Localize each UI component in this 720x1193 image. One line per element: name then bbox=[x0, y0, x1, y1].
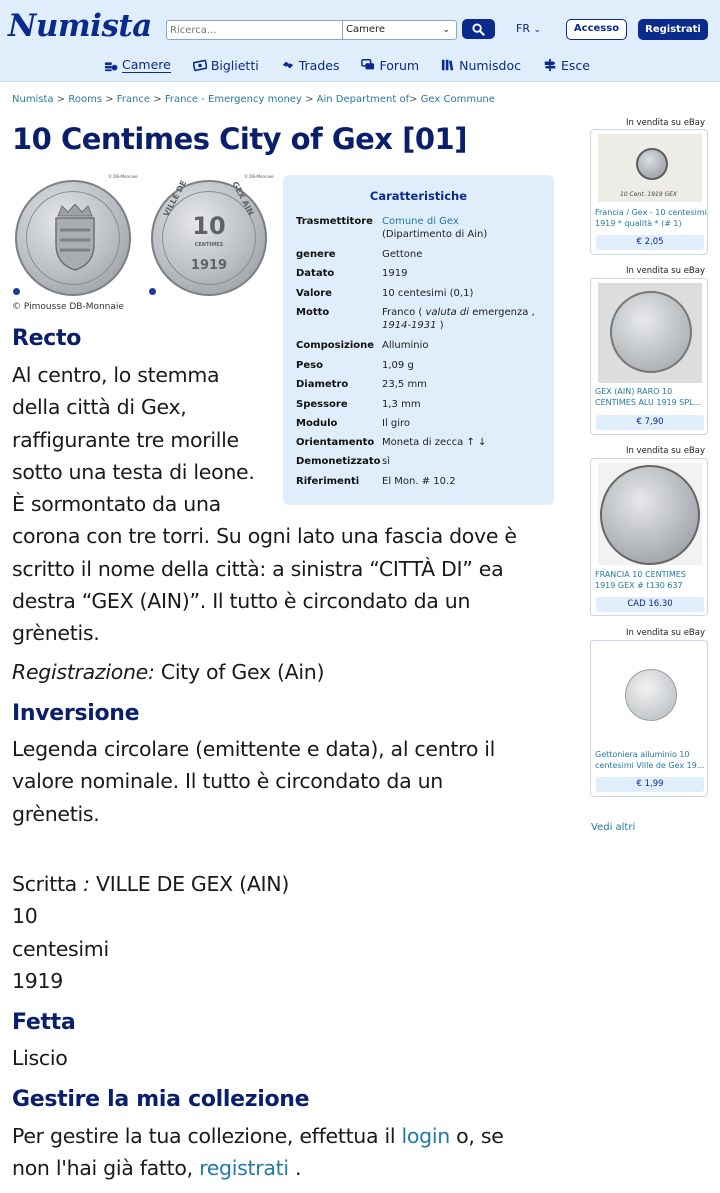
char-value-period: 1914-1931 bbox=[382, 319, 437, 331]
text-line: scritto il nome della città: a sinistra “CITTÀ DI” ea bbox=[12, 556, 504, 581]
issuer-link[interactable]: Comune di Gex bbox=[382, 216, 459, 227]
char-value: 1919 bbox=[382, 268, 408, 279]
inscription-line: 1919 bbox=[12, 968, 63, 993]
text-line: della città di Gex, bbox=[12, 395, 187, 420]
search-category-select[interactable] bbox=[343, 21, 456, 39]
listing-photo bbox=[598, 645, 702, 745]
text-line: sotto una testa di leone. bbox=[12, 459, 255, 484]
search-input[interactable] bbox=[167, 21, 343, 39]
char-key: Demonetizzato bbox=[296, 456, 381, 467]
coin-watermark: © DB-Monnaie bbox=[108, 174, 138, 179]
nav-item-coins[interactable] bbox=[104, 57, 171, 73]
breadcrumb: Numista > Rooms > France > France - Emergency money > Ain Department of> Gex Commune bbox=[12, 94, 495, 105]
char-value: 1,09 g bbox=[382, 360, 414, 371]
banknote-icon bbox=[193, 58, 207, 72]
nav-label: Forum bbox=[379, 57, 420, 73]
char-key: Riferimenti bbox=[296, 476, 360, 487]
photo-note: 10 Cent. 1919 GEX bbox=[620, 191, 678, 198]
listing-photo bbox=[598, 463, 702, 565]
nav-item-banknotes[interactable] bbox=[193, 57, 259, 73]
ebay-listing-card[interactable] bbox=[590, 278, 708, 435]
text-line: È sormontato da una bbox=[12, 492, 221, 517]
breadcrumb-link[interactable]: Gex Commune bbox=[420, 94, 495, 105]
coin-thumbnail bbox=[600, 465, 700, 565]
register-button[interactable]: Registrati bbox=[638, 19, 708, 40]
listing-price: € 2,05 bbox=[596, 235, 704, 250]
login-link[interactable]: login bbox=[401, 1124, 450, 1148]
char-value: 10 centesimi (0,1) bbox=[382, 288, 474, 299]
listing-photo bbox=[598, 283, 702, 383]
collection-text-part: o, se bbox=[456, 1124, 504, 1148]
char-value: Gettone bbox=[382, 249, 423, 260]
image-credit: © Pimousse DB-Monnaie bbox=[12, 302, 124, 312]
coin-marker-dot bbox=[149, 288, 156, 295]
text-line: Al centro, lo stemma bbox=[12, 363, 220, 387]
ebay-listing-card[interactable] bbox=[590, 640, 708, 797]
inscription-line: 10 bbox=[12, 904, 38, 929]
coin-obverse-image[interactable] bbox=[15, 180, 131, 296]
chevron-down-icon: ⌄ bbox=[533, 25, 542, 35]
listing-photo bbox=[598, 134, 702, 202]
nav-label: Numisdoc bbox=[459, 57, 521, 73]
trade-icon bbox=[281, 58, 295, 72]
text-line: corona con tre torri. Su ogni lato una fascia dove è bbox=[12, 524, 517, 549]
listing-price: € 7,90 bbox=[596, 415, 704, 430]
char-key: Peso bbox=[296, 360, 323, 371]
site-header bbox=[0, 0, 720, 82]
collection-text-part: non l'hai già fatto, bbox=[12, 1156, 193, 1181]
search-button[interactable] bbox=[462, 19, 495, 39]
inscription-label: Scritta bbox=[12, 872, 77, 896]
breadcrumb-link[interactable]: Numista bbox=[12, 94, 54, 105]
char-key: genere bbox=[296, 249, 336, 260]
nav-item-numisdoc[interactable] bbox=[441, 57, 521, 73]
ebay-heading: In vendita su eBay bbox=[625, 118, 705, 128]
text-line: grènetis. bbox=[12, 621, 100, 646]
ebay-listing-card[interactable] bbox=[590, 458, 708, 616]
collection-text-part: . bbox=[295, 1156, 302, 1181]
coin-reverse-image[interactable] bbox=[151, 180, 267, 296]
listing-price: € 1,99 bbox=[596, 777, 704, 792]
char-value: Moneta di zecca ↑ ↓ bbox=[382, 437, 487, 448]
reverse-heading: Inversione bbox=[12, 701, 140, 726]
search-icon bbox=[472, 23, 485, 36]
inscription-line: centesimi bbox=[12, 936, 109, 961]
coin-unit: CENTIMES bbox=[194, 242, 224, 248]
collection-heading: Gestire la mia collezione bbox=[12, 1087, 310, 1112]
see-more-link[interactable]: Vedi altri bbox=[591, 822, 636, 833]
char-value: 1,3 mm bbox=[382, 399, 421, 410]
language-label: FR bbox=[516, 22, 530, 35]
inscription-line: VILLE DE GEX (AIN) bbox=[96, 872, 290, 896]
coin-denomination: 10 bbox=[192, 212, 226, 240]
char-key: Modulo bbox=[296, 418, 338, 429]
listing-title[interactable]: Gettoniera alluminio 10 centesimi Ville de Gex 19... bbox=[595, 750, 705, 770]
nav-label: Camere bbox=[122, 57, 171, 72]
nav-item-trades[interactable] bbox=[281, 57, 340, 73]
ebay-heading: In vendita su eBay bbox=[625, 266, 705, 276]
char-key: Datato bbox=[296, 268, 335, 279]
library-icon bbox=[441, 58, 455, 72]
inscription-block bbox=[12, 868, 289, 997]
text-line: destra “GEX (AIN)”. Il tutto è circondato da un bbox=[12, 589, 471, 614]
char-value-italic: valuta di bbox=[425, 307, 470, 318]
char-value: sì bbox=[382, 456, 390, 467]
breadcrumb-link[interactable]: France - Emergency money bbox=[164, 94, 302, 105]
coin-thumbnail bbox=[625, 669, 677, 721]
char-value-tail: emergenza , bbox=[472, 307, 535, 318]
char-value: Alluminio bbox=[382, 340, 429, 351]
listing-title[interactable]: GEX (AIN) RARO 10 CENTIMES ALU 1919 SPL... bbox=[595, 387, 702, 407]
collection-text-part: Per gestire la tua collezione, effettua il bbox=[12, 1124, 396, 1148]
coat-of-arms-icon bbox=[50, 204, 100, 272]
char-value: (Dipartimento di Ain) bbox=[382, 228, 488, 240]
registration-line bbox=[12, 656, 324, 688]
text-line: raffigurante tre morille bbox=[12, 427, 239, 452]
coin-thumbnail bbox=[636, 148, 668, 180]
listing-title[interactable]: FRANCIA 10 CENTIMES 1919 GEX # t130 637 bbox=[595, 570, 686, 590]
breadcrumb-link[interactable]: Ain Department of bbox=[316, 94, 410, 105]
inscription-separator: : bbox=[83, 872, 90, 896]
chevron-down-icon: ⌄ bbox=[442, 25, 450, 35]
breadcrumb-link[interactable]: Rooms bbox=[68, 94, 103, 105]
search-bar bbox=[166, 20, 457, 40]
language-selector[interactable] bbox=[516, 22, 541, 35]
forum-icon bbox=[361, 58, 375, 72]
nav-label: Biglietti bbox=[210, 57, 259, 73]
breadcrumb-link[interactable]: France bbox=[116, 94, 151, 105]
site-logo[interactable]: Numista bbox=[8, 8, 152, 44]
obverse-heading: Recto bbox=[12, 326, 82, 351]
coin-legend-right: GEX AIN bbox=[230, 180, 256, 217]
coin-thumbnail bbox=[610, 291, 692, 373]
nav-item-forum[interactable] bbox=[361, 57, 419, 73]
reverse-description bbox=[12, 733, 495, 830]
reference-abbr[interactable]: El Mon. bbox=[382, 476, 419, 487]
listing-title[interactable]: Francia / Gex - 10 centesimi 1919 * qualità * (# 1) bbox=[595, 208, 707, 228]
page-title: 10 Centimes City of Gex [01] bbox=[12, 122, 467, 156]
ebay-heading: In vendita su eBay bbox=[625, 628, 705, 638]
collection-text bbox=[12, 1120, 504, 1185]
char-value-close: ) bbox=[439, 319, 444, 331]
char-key: Spessore bbox=[296, 399, 348, 410]
text-line: Legenda circolare (emittente e data), al centro il bbox=[12, 737, 496, 761]
nav-label: Trades bbox=[298, 57, 340, 73]
char-value: Franco ( bbox=[382, 307, 423, 318]
obverse-description bbox=[12, 359, 517, 650]
char-key: Valore bbox=[296, 288, 332, 299]
login-button[interactable]: Accesso bbox=[566, 19, 627, 40]
char-value: 23,5 mm bbox=[382, 379, 427, 390]
ebay-listing-card[interactable] bbox=[590, 129, 708, 255]
edge-heading: Fetta bbox=[12, 1010, 76, 1035]
main-nav bbox=[104, 57, 612, 73]
char-key: Composizione bbox=[296, 340, 375, 351]
coin-watermark: © DB-Monnaie bbox=[244, 174, 274, 179]
edge-value: Liscio bbox=[12, 1046, 68, 1070]
register-link[interactable]: registrati bbox=[199, 1156, 289, 1181]
char-key: Motto bbox=[296, 307, 330, 318]
coin-marker-dot bbox=[13, 288, 20, 295]
registration-label: Registrazione: bbox=[12, 660, 155, 684]
nav-item-exit[interactable] bbox=[543, 57, 590, 73]
char-key: Diametro bbox=[296, 379, 349, 390]
characteristics-heading: Caratteristiche bbox=[369, 189, 468, 203]
registration-value: City of Gex (Ain) bbox=[160, 660, 325, 684]
reference-number: # 10.2 bbox=[421, 476, 456, 487]
char-key: Orientamento bbox=[296, 437, 375, 448]
char-key: Trasmettitore bbox=[296, 216, 373, 227]
coin-legend-left: VILLE DE bbox=[161, 178, 189, 219]
char-value: Il giro bbox=[382, 418, 411, 429]
search-category-value: Camere bbox=[346, 24, 386, 35]
listing-price: CAD 16.30 bbox=[596, 597, 704, 612]
nav-label: Esce bbox=[561, 57, 590, 73]
text-line: valore nominale. Il tutto è circondato da un bbox=[12, 769, 443, 794]
signpost-icon bbox=[543, 58, 557, 72]
coins-icon bbox=[104, 58, 118, 72]
ebay-heading: In vendita su eBay bbox=[625, 446, 705, 456]
text-line: grènetis. bbox=[12, 801, 100, 826]
coin-year: 1919 bbox=[190, 258, 228, 273]
